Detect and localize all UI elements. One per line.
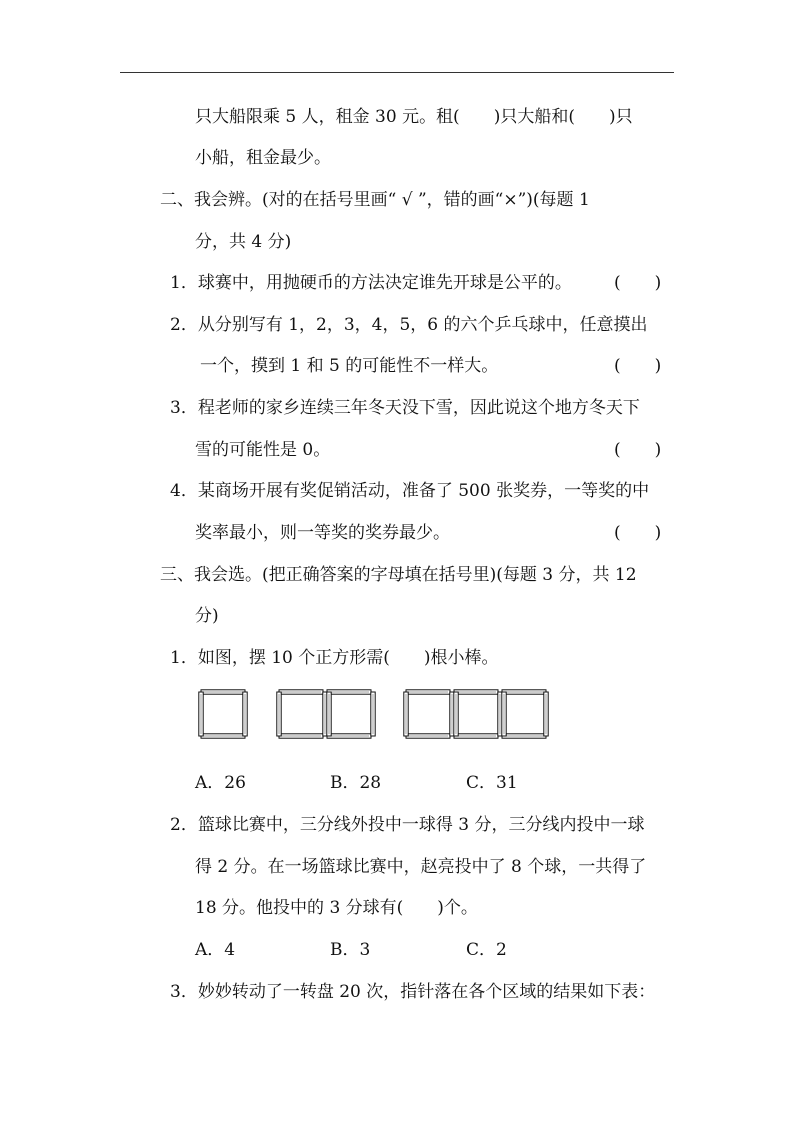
judge-answer-blank-1: ( ) [614,273,662,293]
judge-item-2-line-1: 2．从分别写有 1，2，3，4，5，6 的六个乒乓球中，任意摸出 [170,315,648,335]
choice-q1-option-c: C．31 [466,773,518,793]
square-group-3 [404,690,548,738]
section3-heading-line-2: 分) [195,606,219,626]
judge-answer-blank-3: ( ) [614,440,662,460]
header-rule [120,72,674,73]
judge-item-1: 1．球赛中，用抛硬币的方法决定谁先开球是公平的。 [170,273,572,293]
judge-answer-blank-2: ( ) [614,356,662,376]
intro-line-2: 小船，租金最少。 [195,148,331,168]
judge-item-3-line-2: 雪的可能性是 0。 [195,440,331,460]
square-group-2 [277,690,375,738]
judge-item-4-line-1: 4．某商场开展有奖促销活动，准备了 500 张奖券，一等奖的中 [170,481,650,501]
section2-heading-line-2: 分，共 4 分) [195,232,292,252]
choice-q2-option-a: A．4 [195,940,236,960]
choice-q2-option-c: C．2 [466,940,507,960]
judge-answer-blank-4: ( ) [614,523,662,543]
section2-heading-line-1: 二、我会辨。(对的在括号里画“ √ ”，错的画“×”)(每题 1 [160,190,590,210]
choice-q3-text: 3．妙妙转动了一转盘 20 次，指针落在各个区域的结果如下表： [170,982,656,1002]
judge-item-3-line-1: 3．程老师的家乡连续三年冬天没下雪，因此说这个地方冬天下 [170,398,640,418]
square-group-1 [199,690,247,738]
choice-q2-line-3: 18 分。他投中的 3 分球有( )个。 [195,898,478,918]
section3-heading-line-1: 三、我会选。(把正确答案的字母填在括号里)(每题 3 分，共 12 [160,565,637,585]
choice-q2-line-2: 得 2 分。在一场篮球比赛中，赵亮投中了 8 个球，一共得了 [195,857,647,877]
choice-q1-option-a: A．26 [195,773,246,793]
intro-line-1: 只大船限乘 5 人，租金 30 元。租( )只大船和( )只 [195,107,633,127]
choice-q2-line-1: 2．篮球比赛中，三分线外投中一球得 3 分，三分线内投中一球 [170,815,645,835]
judge-item-4-line-2: 奖率最小，则一等奖的奖券最少。 [195,523,450,543]
choice-q1-option-b: B．28 [330,773,382,793]
choice-q2-option-b: B．3 [330,940,371,960]
matchstick-squares-figure [193,686,553,742]
judge-item-2-line-2: 一个，摸到 1 和 5 的可能性不一样大。 [200,356,499,376]
choice-q1-text: 1．如图，摆 10 个正方形需( )根小棒。 [170,648,499,668]
